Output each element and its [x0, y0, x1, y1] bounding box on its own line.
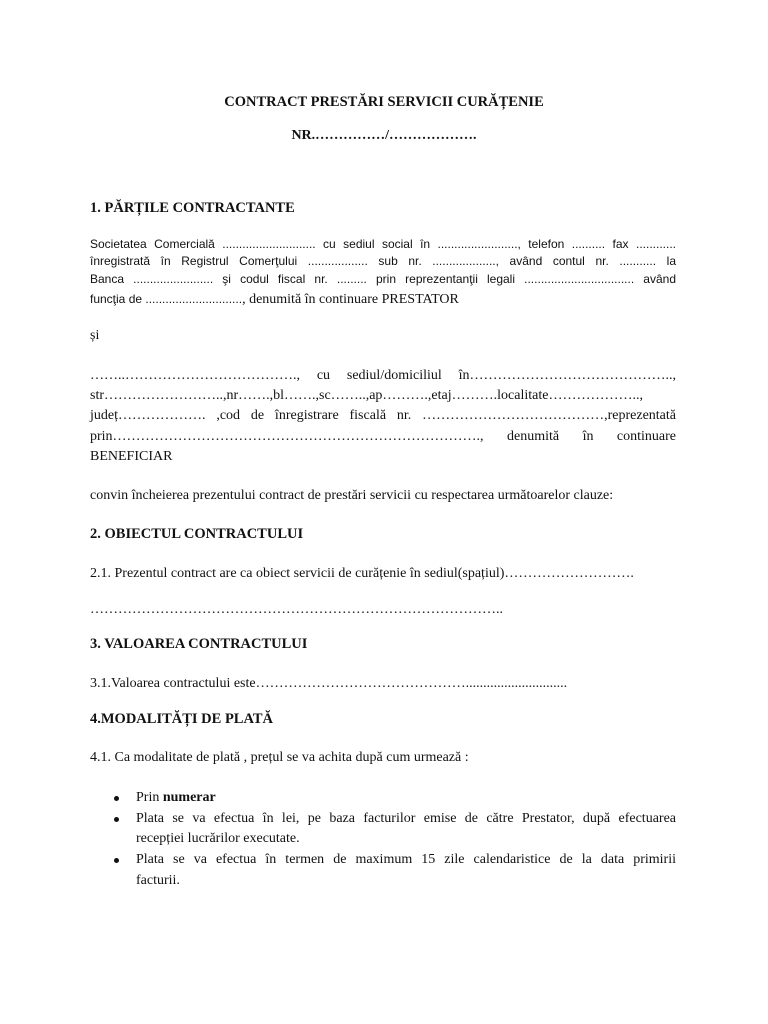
agreement-clause: convin încheierea prezentului contract de prestări servicii cu respectarea următoarelor clauze:	[90, 488, 614, 503]
section-3-heading: 3. VALOAREA CONTRACTULUI	[90, 636, 308, 652]
bullet-1-prefix: Prin	[136, 790, 163, 805]
bullet-3-marker	[114, 858, 122, 866]
clause-2-1: 2.1. Prezentul contract are ca obiect servicii de curățenie în sediul(spațiul)……………………….	[90, 566, 634, 581]
clause-4-1: 4.1. Ca modalitate de plată , prețul se va achita după cum urmează :	[90, 750, 469, 765]
beneficiar-line-3: județ………………. ,cod de înregistrare fiscală nr. …………………………………,reprezentată	[90, 408, 676, 423]
section-2-heading: 2. OBIECTUL CONTRACTULUI	[90, 526, 304, 542]
prestator-line-2: înregistrată în Registrul Comerţului .................. sub nr. ..................., având contul nr. ........... la	[90, 254, 676, 268]
bullet-1-bold: numerar	[162, 790, 216, 805]
and-conjunction: și	[90, 328, 100, 343]
bullet-1-text	[136, 790, 216, 806]
bullet-1-marker	[114, 796, 122, 804]
section-4-heading: 4.MODALITĂȚI DE PLATĂ	[90, 711, 274, 727]
bullet-2-line-1: Plata se va efectua în lei, pe baza facturilor emise de către Prestator, după efectuarea	[136, 811, 676, 826]
prestator-function: funcţia de .............................	[90, 292, 243, 306]
beneficiar-line-4: prin……………………………………………………………………., denumită în continuare	[90, 429, 676, 444]
bullet-2-marker	[114, 817, 122, 825]
beneficiar-line-1: ……..………………………………., cu sediul/domiciliul în……………………………………..,	[90, 368, 676, 383]
clause-3-1: 3.1.Valoarea contractului este……………………………………….............................	[90, 676, 568, 691]
bullet-3-line-2: facturii.	[136, 873, 180, 888]
beneficiar-line-2: str……………………..,nr…….,bl…….,sc……..,ap……….,etaj……….localitate………………..,	[90, 388, 643, 403]
bullet-2-line-2: recepției lucrărilor executate.	[136, 831, 300, 846]
clause-2-1-continuation: ……………………………………………………………………………..	[90, 602, 503, 617]
prestator-line-1: Societatea Comercială ............................ cu sediul social în ........................, telefon .......... fax ............	[90, 237, 676, 251]
bullet-3-line-1: Plata se va efectua în termen de maximum 15 zile calendaristice de la data primirii	[136, 852, 676, 867]
contract-number-line: NR.……………/……………….	[291, 128, 477, 143]
prestator-designation: , denumită în continuare PRESTATOR	[242, 292, 459, 307]
prestator-line-3: Banca ........................ şi codul fiscal nr. ......... prin reprezentanţii legali ................................. având	[90, 272, 676, 286]
document-title: CONTRACT PRESTĂRI SERVICII CURĂȚENIE	[224, 94, 544, 110]
beneficiar-label: BENEFICIAR	[90, 449, 173, 464]
section-1-heading: 1. PĂRȚILE CONTRACTANTE	[90, 200, 295, 216]
prestator-line-4	[90, 290, 459, 308]
